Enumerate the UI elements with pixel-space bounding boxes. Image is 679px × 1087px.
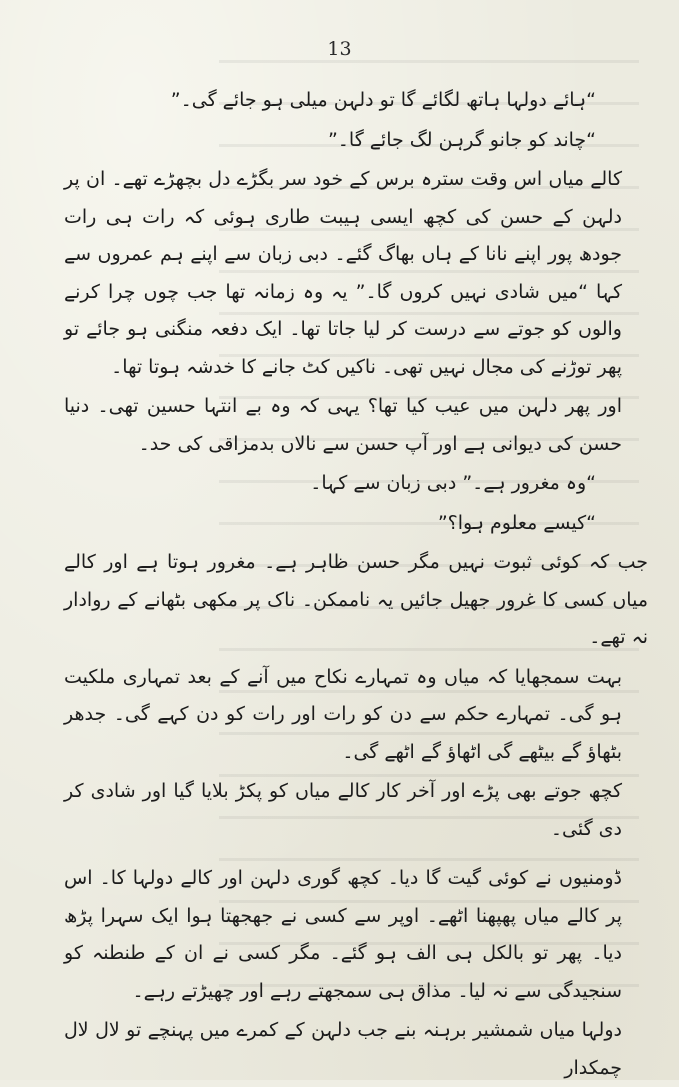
- paragraph: “کیسے معلوم ہوا؟”: [437, 511, 596, 534]
- paragraph: “چاند کو جانو گرہن لگ جائے گا۔”: [327, 128, 596, 151]
- paragraph: ڈومنیوں نے کوئی گیت گا دیا۔ کچھ گوری دلہن اور کالے دولہا کا۔ اس پر کالے میاں پھپھنا اٹھے۔ اوپر سے کسی نے جھجھتا ہوا ایک سہرا پڑھ دیا۔ پھر تو بالکل ہی الف ہو گئے۔ مگر کسی نے ان کے طنطنہ کو سنجیدگی سے نہ لیا۔ مذاق ہی سمجھتے رہے اور چھیڑتے رہے۔: [64, 867, 622, 1002]
- paragraph: جب کہ کوئی ثبوت نہیں مگر حسن ظاہر ہے۔ مغرور ہوتا ہے اور کالے میاں کسی کا غرور جھیل جائیں یہ ناممکن۔ ناک پر مکھی بٹھانے کے روادار نہ تھے۔: [64, 551, 648, 648]
- page-number: 13: [327, 38, 352, 60]
- paragraph: اور پھر دلہن میں عیب کیا تھا؟ یہی کہ وہ بے انتہا حسین تھی۔ دنیا حسن کی دیوانی ہے اور آپ حسن سے نالاں بدمزاقی کی حد۔: [64, 395, 622, 455]
- paragraph: کالے میاں اس وقت سترہ برس کے خود سر بگڑے دل بچھڑے تھے۔ ان پر دلہن کے حسن کی کچھ ایسی ہیبت طاری ہوئی کہ رات ہی رات جودھ پور اپنے نانا کے ہاں بھاگ گئے۔ دبی زبان سے اپنے ہم عمروں سے کہا “میں شادی نہیں کروں گا۔” یہ وہ زمانہ تھا جب چوں چرا کرنے والوں کو جوتے سے درست کر لیا جاتا تھا۔ ایک دفعہ منگنی ہو جائے تو پھر توڑنے کی مجال نہیں تھی۔ ناکیں کٹ جانے کا خدشہ ہوتا تھا۔: [64, 168, 622, 378]
- paragraph: “ہائے دولہا ہاتھ لگائے گا تو دلہن میلی ہو جائے گی۔”: [170, 89, 596, 111]
- body-text: [64, 82, 648, 1079]
- paragraph: بہت سمجھایا کہ میاں وہ تمہارے نکاح میں آنے کے بعد تمہاری ملکیت ہو گی۔ تمہارے حکم سے دن کو رات اور رات کو دن کہے گی۔ جدھر بٹھاؤ گے بیٹھے گی اٹھاؤ گے اٹھے گی۔: [64, 665, 622, 763]
- paragraph: “وہ مغرور ہے۔” دبی زبان سے کہا۔: [310, 472, 596, 494]
- paragraph: کچھ جوتے بھی پڑے اور آخر کار کالے میاں کو پکڑ بلایا گیا اور شادی کر دی گئی۔: [64, 780, 622, 840]
- paragraph: دولہا میاں شمشیر برہنہ بنے جب دلہن کے کمرے میں پہنچے تو لال لال چمکدار: [64, 1019, 622, 1079]
